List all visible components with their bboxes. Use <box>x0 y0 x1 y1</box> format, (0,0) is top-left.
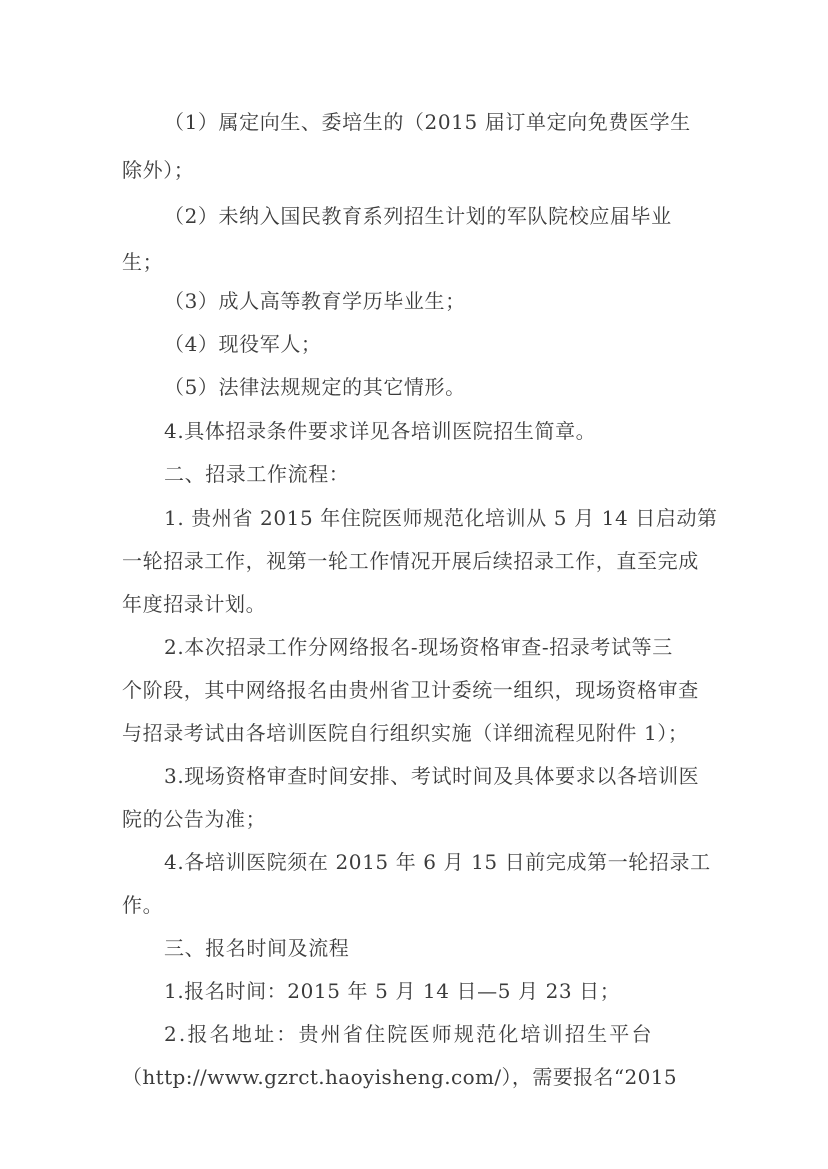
item-3: （3）成人高等教育学历毕业生； <box>164 289 466 313</box>
s2-para-4-line-2: 作。 <box>122 893 164 917</box>
s2-para-2-line-2: 个阶段，其中网络报名由贵州省卫计委统一组织，现场资格审查 <box>122 678 699 702</box>
clause-4: 4.具体招录条件要求详见各培训医院招生简章。 <box>164 419 597 443</box>
s2-para-1-line-2: 一轮招录工作，视第一轮工作情况开展后续招录工作，直至完成 <box>122 549 699 573</box>
item-5: （5）法律法规规定的其它情形。 <box>164 375 466 399</box>
s2-para-4-line-1: 4.各培训医院须在 2015 年 6 月 15 日前完成第一轮招录工 <box>164 850 711 874</box>
s2-para-3-line-1: 3.现场资格审查时间安排、考试时间及具体要求以各培训医 <box>164 764 700 788</box>
s2-para-2-line-1: 2.本次招录工作分网络报名-现场资格审查-招录考试等三 <box>164 635 673 659</box>
s3-para-2-line-1: 2.报名地址：贵州省住院医师规范化培训招生平台 <box>164 1022 654 1046</box>
s2-para-2-line-3: 与招录考试由各培训医院自行组织实施（详细流程见附件 1）； <box>122 721 689 745</box>
item-4: （4）现役军人； <box>164 332 322 356</box>
s2-para-1-line-3: 年度招录计划。 <box>122 592 267 616</box>
s3-para-1: 1.报名时间：2015 年 5 月 14 日—5 月 23 日； <box>164 979 621 1003</box>
section-3-heading: 三、报名时间及流程 <box>164 936 350 960</box>
item-2-line-2: 生； <box>122 250 164 274</box>
s2-para-3-line-2: 院的公告为准； <box>122 807 267 831</box>
s3-para-2-line-2: （http://www.gzrct.haoyisheng.com/），需要报名“2015 <box>122 1065 678 1089</box>
item-1-line-1: （1）属定向生、委培生的（2015 届订单定向免费医学生 <box>164 110 691 134</box>
section-2-heading: 二、招录工作流程： <box>164 462 350 486</box>
item-2-line-1: （2）未纳入国民教育系列招生计划的军队院校应届毕业 <box>164 204 672 228</box>
item-1-line-2: 除外）； <box>122 158 195 182</box>
s2-para-1-line-1: 1. 贵州省 2015 年住院医师规范化培训从 5 月 14 日启动第 <box>164 506 718 530</box>
